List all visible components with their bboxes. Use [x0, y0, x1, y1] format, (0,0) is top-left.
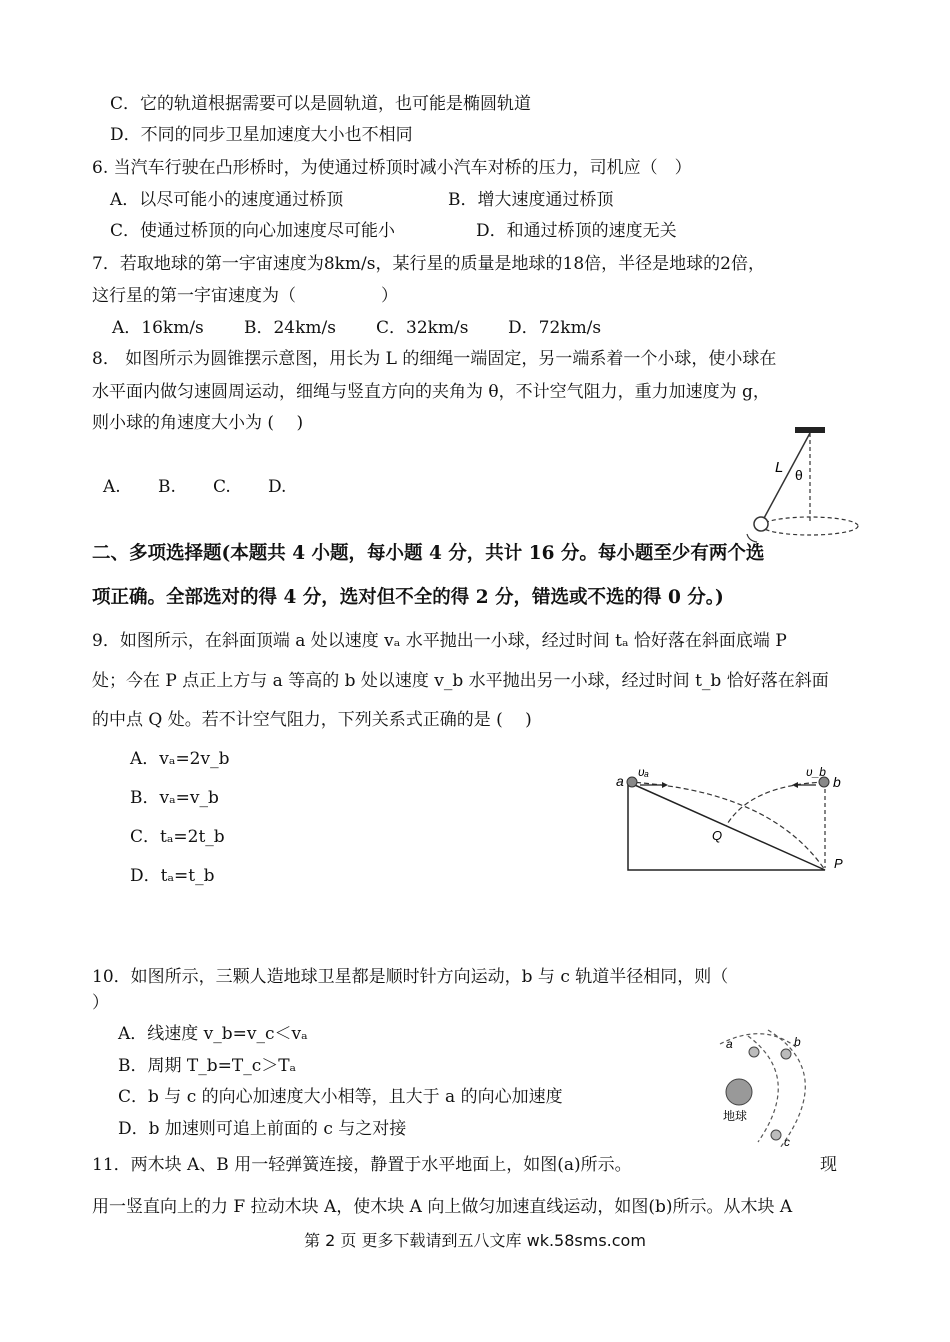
q8-stem-line1: 8． 如图所示为圆锥摆示意图，用长为 L 的细绳一端固定，另一端系着一个小球，使小球在	[92, 349, 777, 369]
q8-option-a: A.	[103, 477, 121, 497]
label-P: P	[834, 856, 843, 871]
arrow-va-head	[662, 782, 668, 788]
ceiling-mount	[795, 427, 825, 433]
q10-option-b: B．周期 T_b=T_c＞Tₐ	[118, 1056, 297, 1076]
label-earth: 地球	[723, 1109, 748, 1123]
label-Q: Q	[712, 828, 723, 843]
label-va: υₐ	[638, 765, 649, 779]
q10-option-d: D．b 加速则可追上前面的 c 与之对接	[118, 1119, 407, 1139]
arrow-vb-head	[792, 782, 798, 788]
earth	[726, 1079, 752, 1105]
label-c: c	[784, 1135, 790, 1149]
motion-arrow	[747, 534, 757, 542]
label-b: b	[833, 774, 841, 790]
label-theta: θ	[795, 467, 803, 483]
q5-option-c: C．它的轨道根据需要可以是圆轨道，也可能是椭圆轨道	[110, 94, 532, 114]
satellite-orbits-figure	[718, 1022, 828, 1152]
q6-option-d: D．和通过桥顶的速度无关	[476, 221, 677, 241]
q7-option-d: D．72km/s	[508, 318, 602, 338]
q10-stem-line2: ）	[92, 993, 109, 1013]
q10-option-a: A．线速度 v_b=v_c＜vₐ	[118, 1024, 308, 1044]
q6-stem: 6. 当汽车行驶在凸形桥时，为使通过桥顶时减小汽车对桥的压力，司机应（ ）	[92, 158, 692, 178]
satellite-c	[771, 1130, 781, 1140]
q9-option-b: B．vₐ=v_b	[130, 788, 219, 808]
q7-stem-line2: 这行星的第一宇宙速度为（ ）	[92, 286, 398, 306]
trajectory-b	[726, 782, 825, 826]
section2-heading-line2: 项正确。全部选对的得 4 分，选对但不全的得 2 分，错选或不选的得 0 分。)	[92, 587, 724, 608]
satellite-b	[781, 1049, 791, 1059]
q9-option-a: A．vₐ=2v_b	[130, 749, 230, 769]
page-footer: 第 2 页 更多下载请到五八文库 wk.58sms.com	[304, 1231, 646, 1250]
q8-stem-line3: 则小球的角速度大小为 ( )	[92, 413, 304, 433]
q11-stem-line1: 11．两木块 A、B 用一轻弹簧连接，静置于水平地面上，如图(a)所示。	[92, 1155, 632, 1175]
q7-option-b: B．24km/s	[244, 318, 336, 338]
q10-stem-line1: 10．如图所示，三颗人造地球卫星都是顺时针方向运动，b 与 c 轨道半径相同，则（	[92, 967, 729, 987]
label-a: a	[726, 1037, 733, 1051]
q9-stem-line2: 处；今在 P 点正上方与 a 等高的 b 处以速度 v_b 水平抛出另一小球，经过时间 t_b 恰好落在斜面	[92, 671, 829, 691]
label-b: b	[794, 1035, 801, 1049]
q7-stem-line1: 7．若取地球的第一宇宙速度为8km/s，某行星的质量是地球的18倍，半径是地球的2倍，	[92, 254, 765, 274]
section2-heading-line1: 二、多项选择题(本题共 4 小题，每小题 4 分，共计 16 分。每小题至少有两个选	[92, 543, 765, 564]
ball-a	[627, 777, 637, 787]
label-vb: υ_b	[806, 765, 826, 779]
q6-option-a: A．以尽可能小的速度通过桥顶	[110, 190, 344, 210]
q7-option-a: A．16km/s	[112, 318, 204, 338]
label-a: a	[616, 773, 624, 789]
q9-option-d: D．tₐ=t_b	[130, 866, 215, 886]
label-L: L	[775, 459, 784, 476]
q6-option-c: C．使通过桥顶的向心加速度尽可能小	[110, 221, 396, 241]
q7-option-c: C．32km/s	[376, 318, 469, 338]
conical-pendulum-figure	[735, 420, 860, 545]
q9-stem-line1: 9．如图所示，在斜面顶端 a 处以速度 vₐ 水平抛出一小球，经过时间 tₐ 恰好落在斜面底端 P	[92, 631, 787, 651]
q8-stem-line2: 水平面内做匀速圆周运动，细绳与竖直方向的夹角为 θ，不计空气阻力，重力加速度为 g，	[92, 382, 770, 402]
q11-stem-line1-tail: 现	[820, 1155, 837, 1175]
q10-option-c: C．b 与 c 的向心加速度大小相等，且大于 a 的向心加速度	[118, 1087, 563, 1107]
q9-option-c: C．tₐ=2t_b	[130, 827, 225, 847]
string-line	[763, 433, 810, 520]
q6-option-b: B．增大速度通过桥顶	[448, 190, 614, 210]
q8-option-d: D.	[268, 477, 287, 497]
q11-stem-line2: 用一竖直向上的力 F 拉动木块 A，使木块 A 向上做匀加速直线运动，如图(b)所示。从木块 A	[92, 1197, 793, 1217]
ball	[754, 517, 768, 531]
satellite-a	[749, 1047, 759, 1057]
q5-option-d: D．不同的同步卫星加速度大小也不相同	[110, 125, 413, 145]
q9-stem-line3: 的中点 Q 处。若不计空气阻力，下列关系式正确的是 ( )	[92, 710, 532, 730]
q8-option-c: C.	[213, 477, 231, 497]
incline-projectile-figure	[610, 760, 850, 880]
q8-option-b: B.	[158, 477, 176, 497]
